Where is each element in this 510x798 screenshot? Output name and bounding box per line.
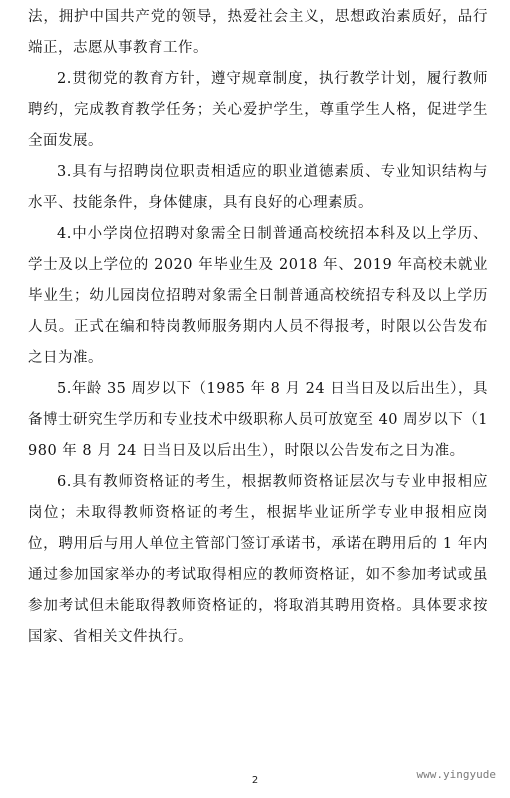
paragraph-6: 6.具有教师资格证的考生，根据教师资格证层次与专业申报相应岗位；未取得教师资格证的考生，根据毕业证所学专业申报相应岗位，聘用后与用人单位主管部门签订承诺书，承诺在聘用后的 1 年内通过参加国家举办的考试取得相应的教师资格证，如不参加考试或虽参加考试但未能取得教师资格证的，将取消其聘用资格。具体要求按国家、省相关文件执行。 xyxy=(28,474,488,645)
paragraph-4: 4.中小学岗位招聘对象需全日制普通高校统招本科及以上学历、学士及以上学位的 2020 年毕业生及 2018 年、2019 年高校未就业毕业生；幼儿园岗位招聘对象需全日制普通高校统招专科及以上学历人员。正式在编和特岗教师服务期内人员不得报考，时限以公告发布之日为准。 xyxy=(28,226,488,366)
page-number: 2 xyxy=(251,775,259,786)
site-watermark: www.yingyude xyxy=(416,768,496,781)
paragraph-5: 5.年龄 35 周岁以下（1985 年 8 月 24 日当日及以后出生），具备博士研究生学历和专业技术中级职称人员可放宽至 40 周岁以下（1980 年 8 月 24 日当日及以后出生），时限以公告发布之日为准。 xyxy=(28,381,488,459)
document-body xyxy=(28,2,488,653)
paragraph-3: 3.具有与招聘岗位职责相适应的职业道德素质、专业知识结构与水平、技能条件，身体健康，具有良好的心理素质。 xyxy=(28,164,488,211)
paragraph-1-continuation: 法，拥护中国共产党的领导，热爱社会主义，思想政治素质好，品行端正，志愿从事教育工作。 xyxy=(28,9,488,56)
paragraph-2: 2.贯彻党的教育方针，遵守规章制度，执行教学计划，履行教师聘约，完成教育教学任务；关心爱护学生，尊重学生人格，促进学生全面发展。 xyxy=(28,71,488,149)
